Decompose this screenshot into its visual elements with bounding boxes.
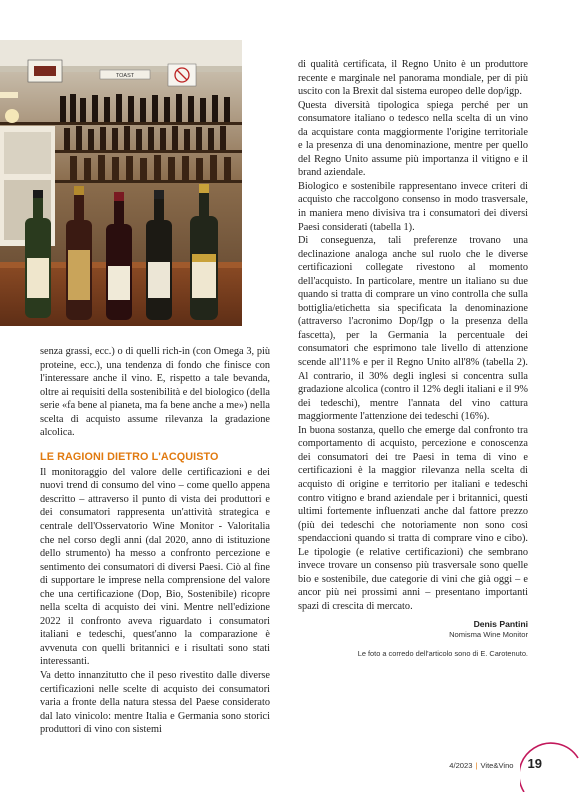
paragraph: Il monitoraggio del valore delle certificazioni e dei nuovi trend di consumo del vino – come quello appena descritto – attraverso il punto di vista dei produttori e dei consumatori rappresenta un'attività strategica e centrale dell'Osservatorio Wine Monitor - Valoritalia che nel corso degli anni (dal 2020, anno di istituzione dello strumento) ha messo a confronto percezione e sentimento dei consumatori di diversi Paesi. Ciò al fine di supportare le imprese nella comprensione del valore che una certificazione (Dop, Bio, Sostenibile) ricopre nella scelta di acquisto dei vini. Mentre nell'edizione 2022 il confronto aveva riguardato i consumatori italiani e tedeschi, quest'anno la comparazione è avvenuta con quelli britannici e i risultati sono stati interessanti. (40, 466, 270, 668)
paragraph: Biologico e sostenibile rappresentano invece criteri di acquisto che raccolgono consenso in modo trasversale, in maniera meno divisiva tra i consumatori dei diversi Paesi considerati (tabella 1). (298, 180, 528, 233)
footer-separator: | (475, 761, 478, 770)
wine-bottles-photo (0, 40, 242, 326)
paragraph: Questa diversità tipologica spiega perché per un consumatore italiano o tedesco nella scelta di un vino da acquistare conta maggiormente l'origine territoriale e la presenza di una denominazione, mentre per quello del Regno Unito assume più importanza il vitigno e il brand aziendale. (298, 99, 528, 179)
photo-credit: Le foto a corredo dell'articolo sono di E. Carotenuto. (357, 649, 528, 659)
magazine-name: Vite&Vino (480, 761, 514, 770)
intro-paragraph: senza grassi, ecc.) o di quelli rich-in (con Omega 3, più proteine, ecc.), una tendenza di fondo che finisce con l'interessare anche il vino. E, rispetto a tale bevanda, oltre ai requisiti della sostenibilità e del biologico (della serie «fa bene al pianeta, ma fa bene anche a me») nella scelta di acquisto assume rilevanza la gradazione alcolica. (40, 346, 270, 439)
page-corner-arc (520, 738, 580, 792)
left-column (40, 345, 270, 737)
paragraph: In buona sostanza, quello che emerge dal confronto tra comportamento di acquisto, percezione e conoscenza dei consumatori dei tre Paesi in tema di vino e certificazioni è la maggior rilevanza nella scelta di acquisto di origine e territorio per italiani e tedeschi contro vitigno e brand aziendale per i britannici, questi ultimi fortemente influenzati anche dal fattore prezzo (più dei tedeschi che notoriamente non sono così spendaccioni quando si tratta di comprare vino e cibo). Le tipologie (e relative certificazioni) che sembrano invece trovare un consenso più trasversale sono quelle bio e sostenibile, due categorie di vini che già oggi – e ancor più nei prossimi anni – presentano importanti spazi di crescita di mercato. (298, 424, 528, 612)
author-organization: Nomisma Wine Monitor (449, 630, 528, 640)
paragraph: di qualità certificata, il Regno Unito è un produttore recente e marginale nel panorama mondiale, per di più uscito con la Brexit dal sistema europeo delle dop/igp. (298, 59, 528, 98)
paragraph: Va detto innanzitutto che il peso rivestito dalle diverse certificazioni nelle scelte di acquisto dei consumatori varia a fronte della natura stessa del Paese considerato dal lato vinicolo: mentre Italia e Germania sono storici produttori di vino con sistemi (40, 670, 270, 736)
right-column (298, 58, 528, 658)
section-heading: LE RAGIONI DIETRO L'ACQUISTO (40, 450, 219, 463)
shop-sign-text: TOAST (115, 73, 135, 79)
page-number: 19 (527, 756, 542, 771)
author-name: Denis Pantini (473, 619, 528, 630)
issue-number: 4/2023 (449, 761, 473, 770)
wine-bar-photo (0, 40, 242, 326)
paragraph: Di conseguenza, tali preferenze trovano una declinazione analoga anche sul ruolo che le diverse certificazioni collegate rivestono al momento dell'acquisto. In particolare, mentre un italiano su due quando si tratta di comprare un vino controlla che sulla bottiglia/etichetta sia specificata la denominazione (attraverso l'acronimo Dop/Igp o la presenza della fascetta), per la Germania la percentuale dei consumatori che esprimono tale livello di attenzione scende all'11% e per il Regno Unito all'8% (tabella 2). Al contrario, il 30% degli inglesi si concentra sulla gradazione alcolica (contro il 12% degli italiani e il 9% dei tedeschi), mentre l'annata del vino cattura maggiormente l'attenzione dei tedeschi (16%). (298, 235, 528, 423)
